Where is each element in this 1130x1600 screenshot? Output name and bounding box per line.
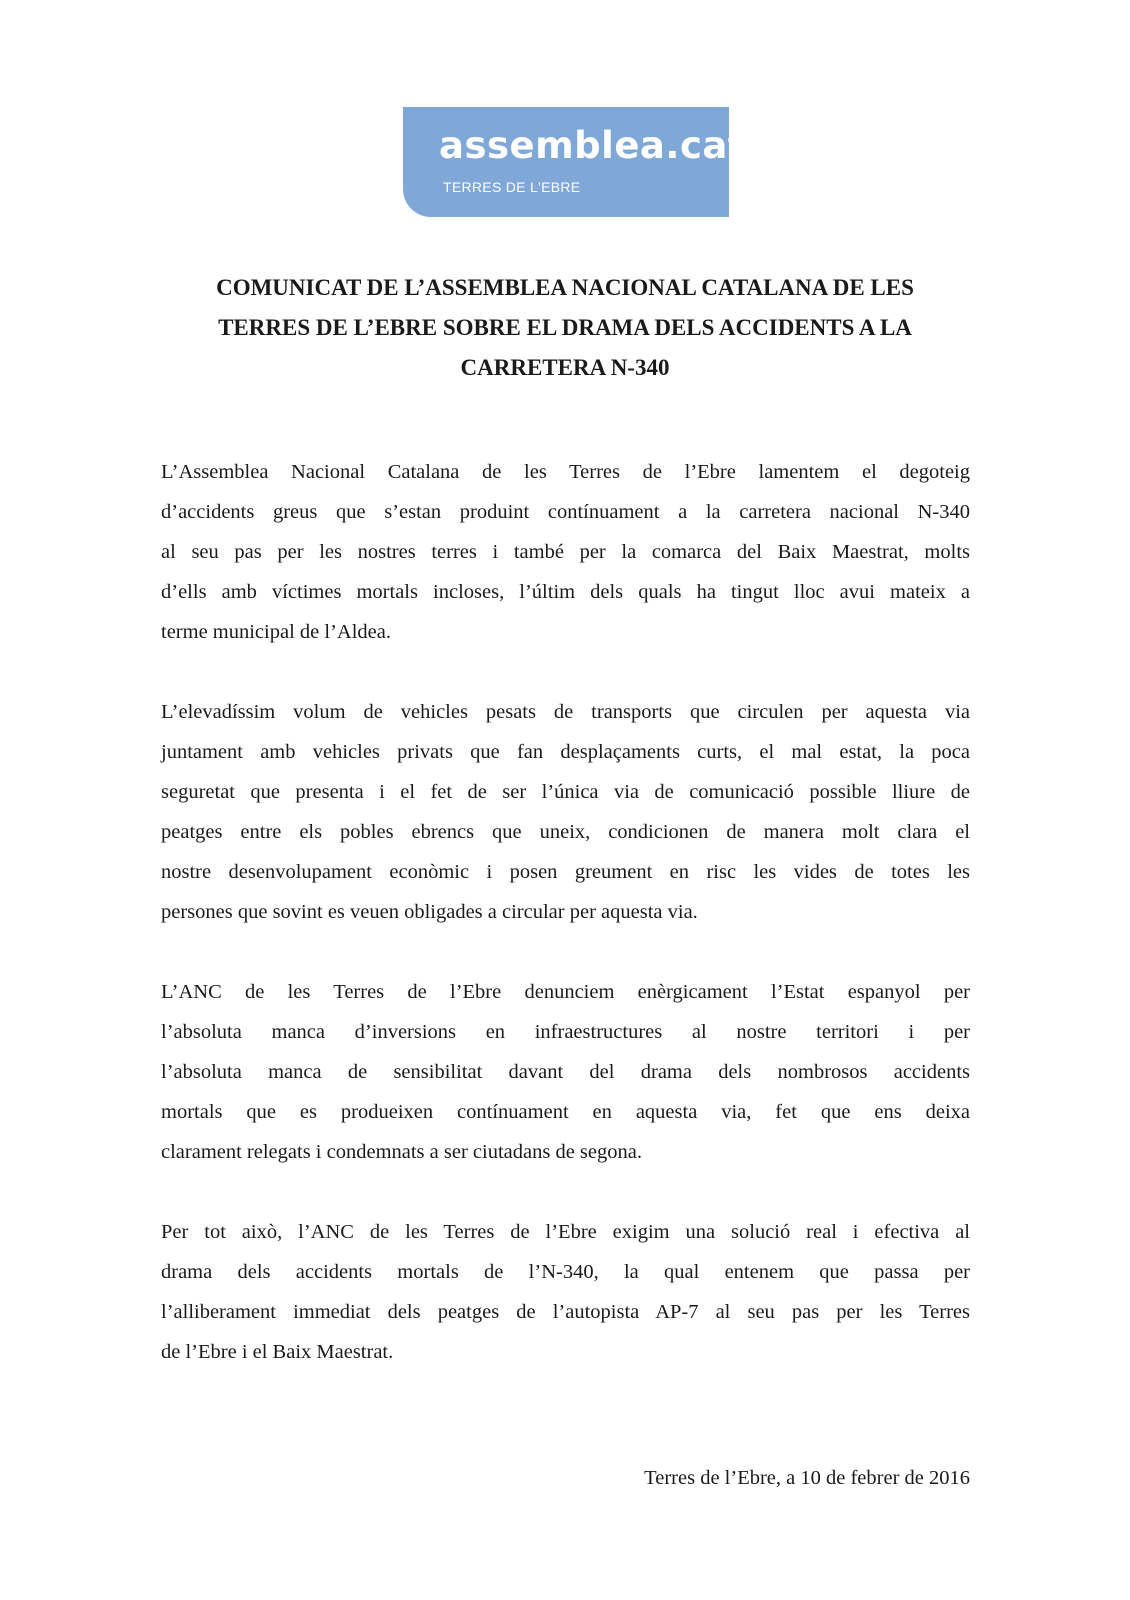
paragraph-line: seguretat que presenta i el fet de ser l’única via de comunicació possible lliure de	[161, 781, 970, 803]
paragraph-line: nostre desenvolupament econòmic i posen greument en risc les vides de totes les	[161, 861, 970, 883]
paragraph-line: al seu pas per les nostres terres i també per la comarca del Baix Maestrat, molts	[161, 541, 970, 563]
document-title	[160, 268, 970, 388]
paragraph-line: L’elevadíssim volum de vehicles pesats de transports que circulen per aquesta via	[161, 701, 970, 723]
paragraph-line: L’ANC de les Terres de l’Ebre denunciem enèrgicament l’Estat espanyol per	[161, 981, 970, 1003]
title-line: CARRETERA N-340	[460, 355, 670, 380]
paragraph-line: l’absoluta manca d’inversions en infraestructures al nostre territori i per	[161, 1021, 970, 1043]
paragraph-line: l’alliberament immediat dels peatges de l’autopista AP-7 al seu pas per les Terres	[161, 1301, 970, 1323]
paragraph-1	[161, 452, 970, 652]
paragraph-3	[161, 972, 970, 1172]
paragraph-line: d’accidents greus que s’estan produint contínuament a la carretera nacional N-340	[161, 501, 970, 523]
paragraph-line: l’absoluta manca de sensibilitat davant del drama dels nombrosos accidents	[161, 1061, 970, 1083]
assemblea-logo	[403, 107, 747, 217]
paragraph-line: de l’Ebre i el Baix Maestrat.	[161, 1341, 394, 1363]
paragraph-line: terme municipal de l’Aldea.	[161, 621, 391, 643]
paragraph-line: mortals que es produeixen contínuament en aquesta via, fet que ens deixa	[161, 1101, 970, 1123]
document-body	[161, 452, 970, 1412]
logo-subtitle: TERRES DE L'EBRE	[443, 179, 581, 195]
paragraph-line: d’ells amb víctimes mortals incloses, l’últim dels quals ha tingut lloc avui mateix a	[161, 581, 970, 603]
paragraph-line: clarament relegats i condemnats a ser ciutadans de segona.	[161, 1141, 642, 1163]
paragraph-line: drama dels accidents mortals de l’N-340, la qual entenem que passa per	[161, 1261, 970, 1283]
paragraph-line: Per tot això, l’ANC de les Terres de l’Ebre exigim una solució real i efectiva al	[161, 1221, 970, 1243]
paragraph-line: L’Assemblea Nacional Catalana de les Terres de l’Ebre lamentem el degoteig	[161, 461, 970, 483]
paragraph-4	[161, 1212, 970, 1372]
paragraph-line: peatges entre els pobles ebrencs que uneix, condicionen de manera molt clara el	[161, 821, 970, 843]
title-line: COMUNICAT DE L’ASSEMBLEA NACIONAL CATALANA DE LES	[216, 275, 914, 300]
title-line: TERRES DE L’EBRE SOBRE EL DRAMA DELS ACCIDENTS A LA	[218, 315, 912, 340]
paragraph-line: persones que sovint es veuen obligades a circular per aquesta via.	[161, 901, 698, 923]
paragraph-line: juntament amb vehicles privats que fan desplaçaments curts, el mal estat, la poca	[161, 741, 970, 763]
signoff-date: Terres de l’Ebre, a 10 de febrer de 2016	[644, 1467, 970, 1489]
logo-name: assemblea.cat	[439, 124, 747, 167]
paragraph-2	[161, 692, 970, 932]
